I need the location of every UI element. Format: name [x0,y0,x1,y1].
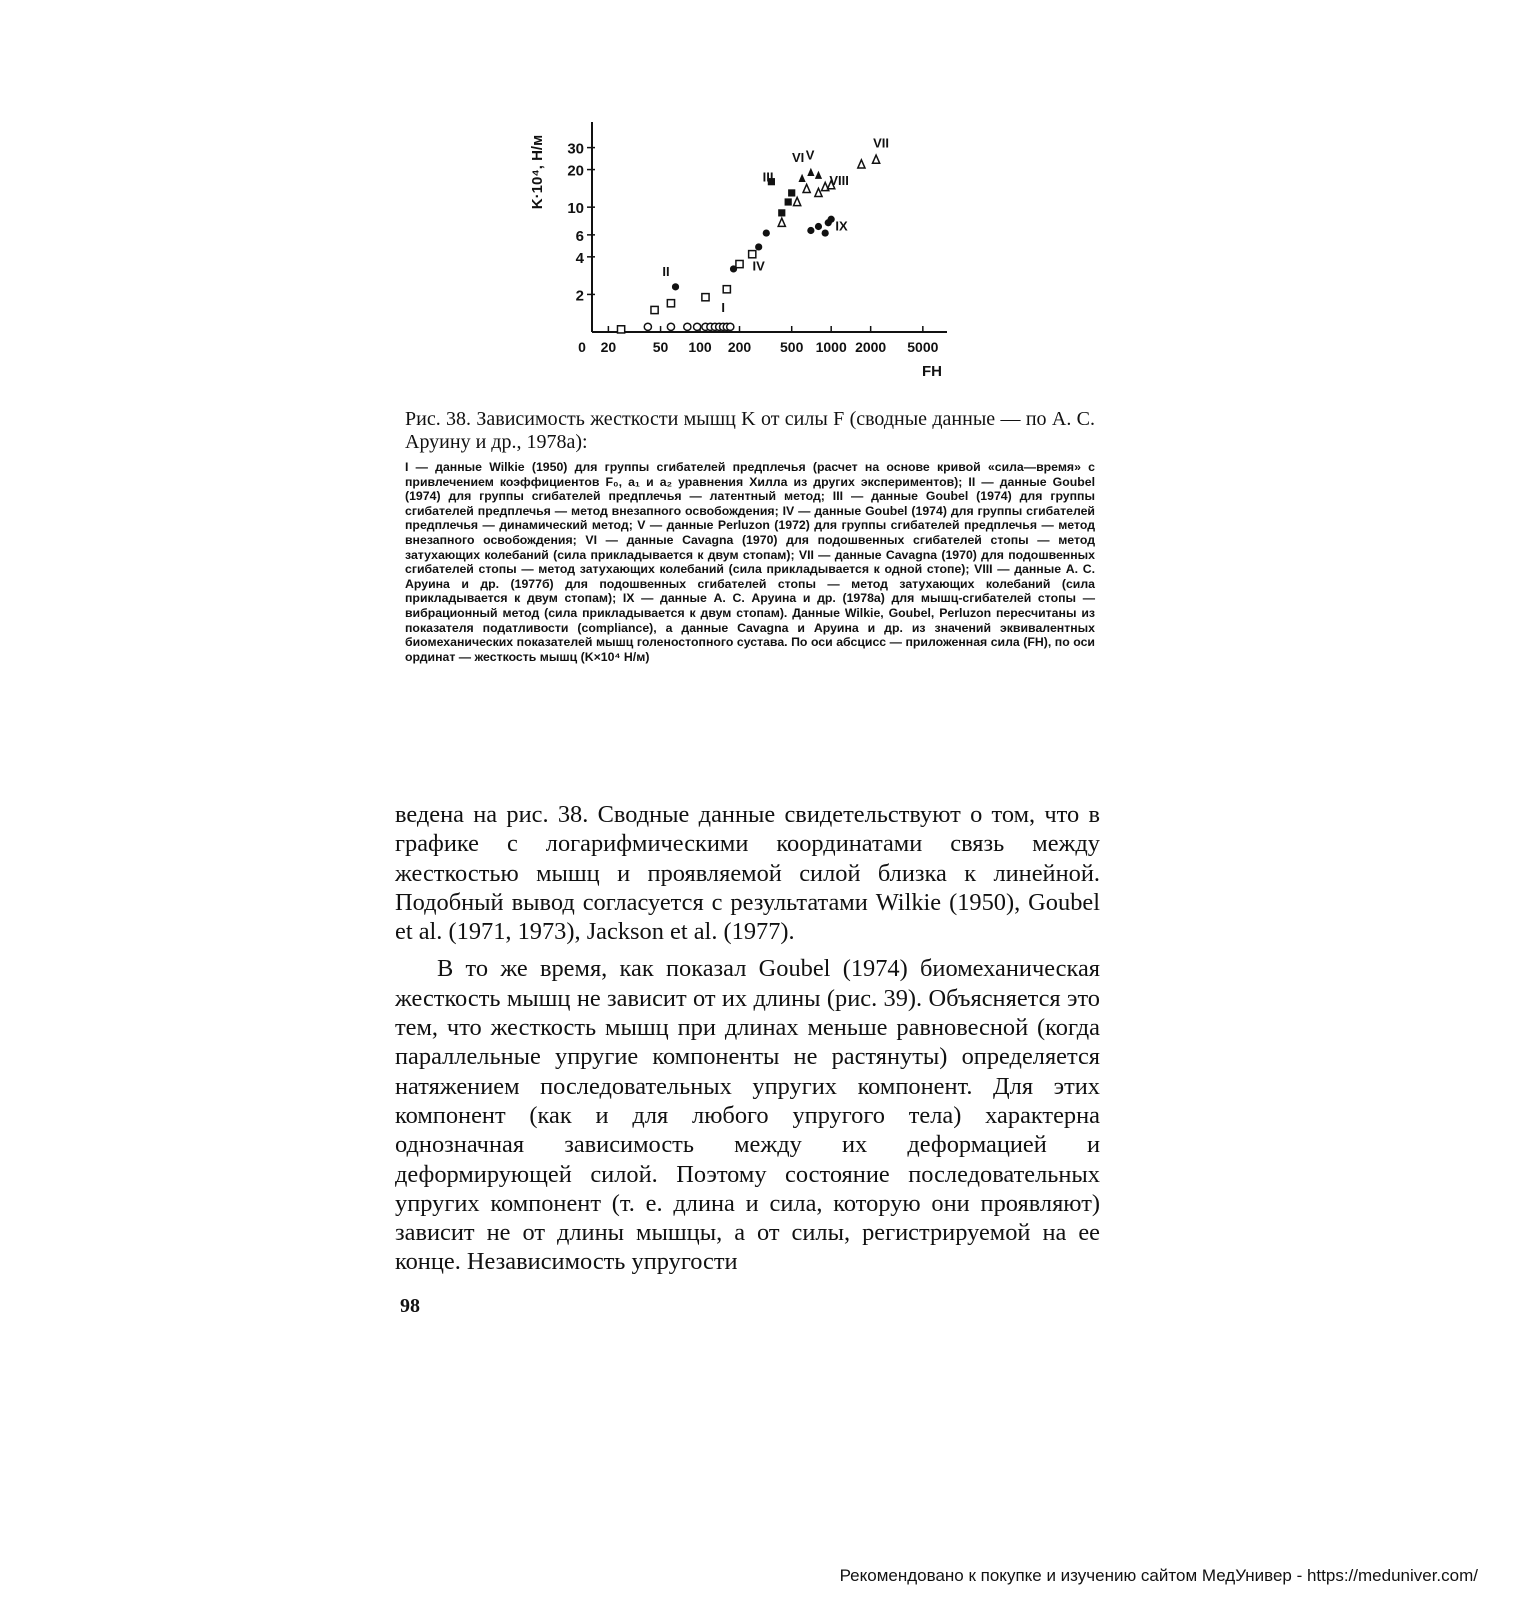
data-point-VIII [815,188,822,196]
y-tick-label: 10 [567,200,584,218]
scatter-chart [520,110,990,380]
data-point-III [785,198,792,205]
x-tick-label: 100 [688,339,712,355]
y-tick-label: 4 [575,249,584,267]
y-tick-label: 6 [575,227,584,245]
y-axis-label: K·10⁴, Н/м [529,134,546,210]
x-tick-label: 500 [780,339,804,355]
data-point-V [798,174,805,182]
data-point-I [667,323,674,330]
y-tick-label: 30 [567,140,584,158]
group-label-V: V [805,147,815,163]
figure-caption [405,408,1095,664]
x-tick-label: 0 [578,339,586,355]
group-label-IV: IV [752,258,765,274]
data-point-IV [651,306,658,313]
data-point-I [684,323,691,330]
data-point-IX [755,243,762,250]
data-point-I [644,323,651,330]
data-point-IV [667,300,674,307]
data-point-VII [858,160,865,168]
data-point-II [672,283,679,290]
y-tick-label: 20 [567,162,584,180]
caption-title: Рис. 38. Зависимость жесткости мышц K от силы F (сводные данные — по А. С. Аруину и др., 1978a): [405,408,1095,453]
data-point-V [807,168,814,176]
data-point-IV [702,294,709,301]
data-point-IX [807,227,814,234]
data-point-VI [803,184,810,192]
x-tick-label: 5000 [907,339,939,355]
data-point-IV [736,260,743,267]
paragraph: В то же время, как показал Goubel (1974) биомеханическая жесткость мышц не зависит от их длины (рис. 39). Объясняется это тем, что жесткость мышц при длинах меньше равновесной (когда параллельные упругие компоненты не растянуты) определяется натяжением последовательных упругих компонент. Для этих компонент (как и для любого упругого тела) характерна однозначная зависимость между их деформацией и деформирующей силой. Поэтому состояние последовательных упругих компонент (т. е. длина и сила, которую они проявляют) зависит не от длины мышцы, а от силы, регистрируемой на ее конце. Независимость упругости [395,955,1100,1276]
data-point-IX [828,216,835,223]
data-point-V [815,171,822,179]
data-point-IV [723,286,730,293]
data-point-IX [763,229,770,236]
data-point-IX [730,265,737,272]
data-point-I [727,323,734,330]
data-point-I [694,323,701,330]
group-label-IX: IX [835,218,848,234]
x-tick-label: 1000 [815,339,847,355]
page-number: 98 [400,1295,420,1317]
figure-38 [520,110,990,380]
caption-legend: I — данные Wilkie (1950) для группы сгибателей предплечья (расчет на основе кривой «сила—время» с привлечением коэффициентов F₀, a₁ и a₂ уравнения Хилла из других экспериментов); II — данные Goubel (1974) для группы сгибателей предплечья — латентный метод; III — данные Goubel (1974) для группы сгибателей предплечья — метод внезапного освобождения; IV — данные Goubel (1974) для группы сгибателей предплечья — динамический метод; V — данные Perluzon (1972) для группы сгибателей предплечья — метод внезапного освобождения; VI — данные Cavagna (1970) для подошвенных сгибателей стопы — метод затухающих колебаний (сила прикладывается к двум стопам); VII — данные Cavagna (1970) для подошвенных сгибателей стопы — метод затухающих колебаний (сила прикладывается к одной стопе); VIII — данные А. С. Аруина и др. (1977б) для подошвенных сгибателей стопы — метод затухающих колебаний (сила прикладывается к двум стопам); IX — данные А. С. Аруина и др. (1978a) для мышц-сгибателей стопы — вибрационный метод (сила прикладывается к двум стопам). Данные Wilkie, Goubel, Perluzon пересчитаны из показателя податливости (compliance), а данные Cavagna и Аруина и др. из значений эквивалентных биомеханических показателей мышц голеностопного сустава. По оси абсцисс — приложенная сила (FH), по оси ординат — жесткость мышц (K×10⁴ Н/м) [405,460,1095,664]
data-point-VII [872,155,879,163]
data-point-IX [822,229,829,236]
group-label-VIII: VIII [829,173,849,189]
data-point-VI [778,218,785,226]
x-tick-label: 20 [600,339,617,355]
y-tick-label: 2 [575,287,584,305]
group-label-III: III [762,169,774,185]
group-label-VII: VII [873,135,889,151]
data-point-IV [749,251,756,258]
group-label-I: I [721,299,725,315]
x-tick-label: 50 [652,339,669,355]
data-point-IX [815,223,822,230]
x-tick-label: 2000 [855,339,887,355]
data-point-III [778,209,785,216]
data-point-VI [794,197,801,205]
data-point-IV [617,326,624,333]
x-tick-label: 200 [727,339,752,355]
footer-link[interactable]: Рекомендовано к покупке и изучению сайтом МедУнивер - https://meduniver.com/ [839,1566,1478,1585]
paragraph: ведена на рис. 38. Сводные данные свидетельствуют о том, что в графике с логарифмическими координатами связь между жесткостью мышц и проявляемой силой близка к линейной. Подобный вывод согласуется с результатами Wilkie (1950), Goubel et al. (1971, 1973), Jackson et al. (1977). [395,801,1100,946]
x-axis-label: FH [922,363,942,380]
group-label-II: II [662,264,670,280]
body-text [395,800,1100,1285]
group-label-VI: VI [792,150,805,166]
data-point-III [788,189,795,196]
